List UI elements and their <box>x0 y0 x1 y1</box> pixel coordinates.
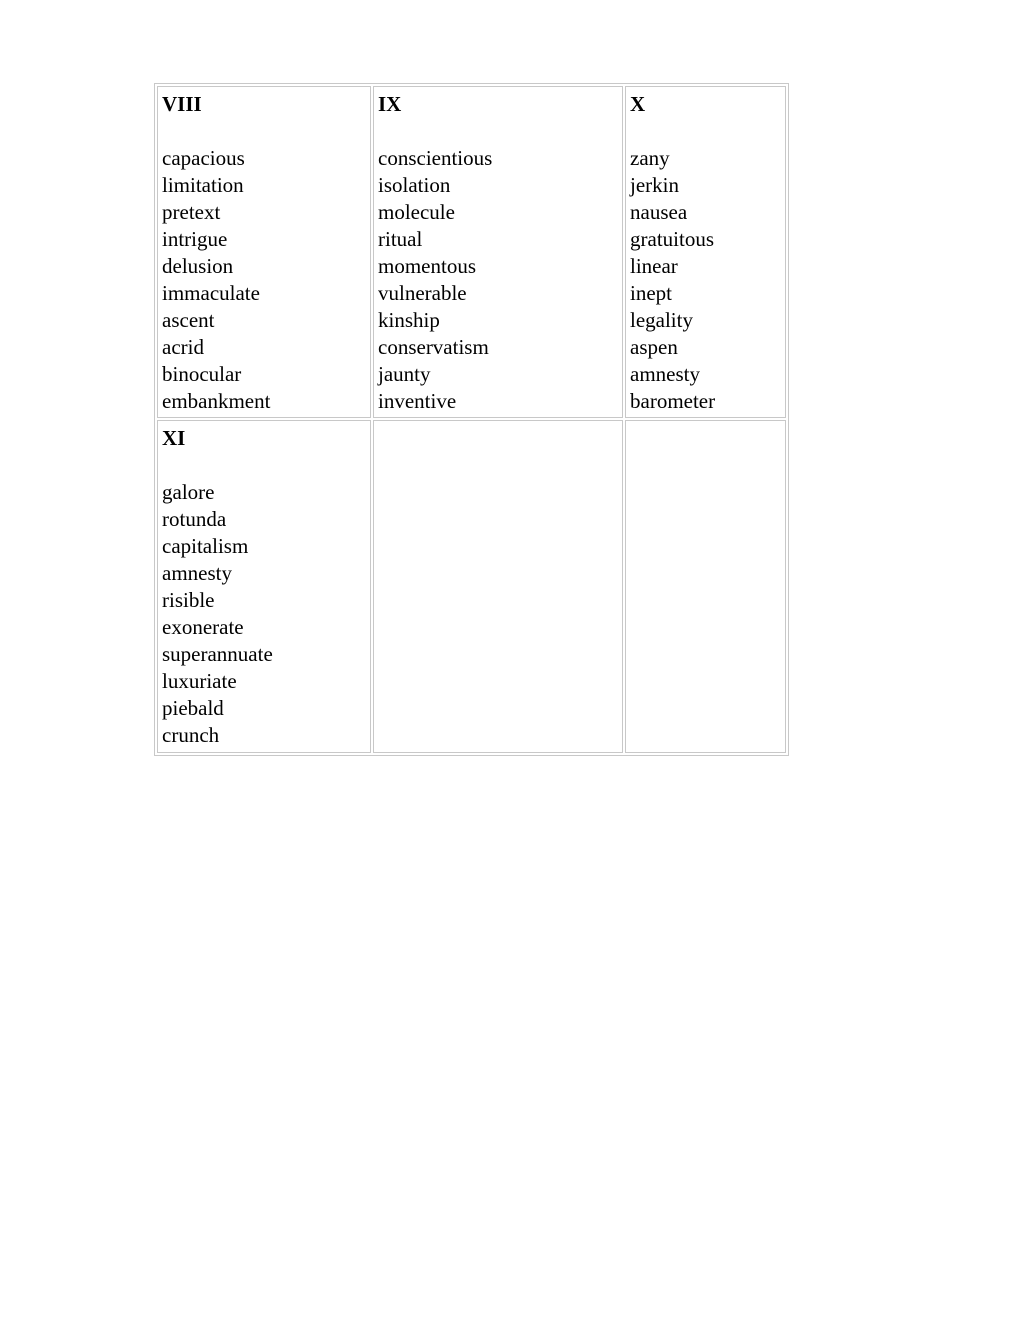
list-item: conservatism <box>378 335 489 359</box>
list-item: jerkin <box>630 173 679 197</box>
table-cell-xi <box>157 420 371 753</box>
list-item: immaculate <box>162 281 260 305</box>
list-item: intrigue <box>162 227 228 251</box>
cell-heading: VIII <box>162 92 202 116</box>
list-item: inventive <box>378 389 457 413</box>
list-item: binocular <box>162 362 242 386</box>
list-item: conscientious <box>378 146 493 170</box>
list-item: capitalism <box>162 534 249 558</box>
list-item: jaunty <box>378 362 431 386</box>
list-item: barometer <box>630 389 716 413</box>
list-item: zany <box>630 146 670 170</box>
cell-heading: XI <box>162 426 186 450</box>
list-item: piebald <box>162 696 224 720</box>
list-item: kinship <box>378 308 440 332</box>
list-item: pretext <box>162 200 221 224</box>
list-item: inept <box>630 281 672 305</box>
table-cell-viii <box>157 86 371 418</box>
word-list <box>630 145 782 415</box>
table-cell-empty <box>373 420 623 753</box>
list-item: linear <box>630 254 678 278</box>
list-item: rotunda <box>162 507 227 531</box>
list-item: superannuate <box>162 642 273 666</box>
table-cell-empty <box>625 420 786 753</box>
list-item: ascent <box>162 308 215 332</box>
cell-heading: X <box>630 92 646 116</box>
list-item: crunch <box>162 723 220 747</box>
list-item: nausea <box>630 200 688 224</box>
list-item: isolation <box>378 173 451 197</box>
list-item: legality <box>630 308 693 332</box>
list-item: molecule <box>378 200 455 224</box>
list-item: aspen <box>630 335 678 359</box>
list-item: momentous <box>378 254 476 278</box>
list-item: risible <box>162 588 215 612</box>
vocabulary-table <box>154 83 789 756</box>
list-item: vulnerable <box>378 281 467 305</box>
table-row <box>157 420 786 753</box>
list-item: gratuitous <box>630 227 714 251</box>
list-item: exonerate <box>162 615 244 639</box>
list-item: limitation <box>162 173 244 197</box>
list-item: galore <box>162 480 215 504</box>
list-item: amnesty <box>630 362 700 386</box>
list-item: capacious <box>162 146 245 170</box>
cell-heading: IX <box>378 92 402 116</box>
list-item: amnesty <box>162 561 232 585</box>
word-list <box>162 145 367 415</box>
list-item: luxuriate <box>162 669 237 693</box>
table-cell-ix <box>373 86 623 418</box>
word-list <box>162 479 367 749</box>
table-row <box>157 86 786 418</box>
word-list <box>378 145 619 415</box>
list-item: ritual <box>378 227 423 251</box>
list-item: delusion <box>162 254 234 278</box>
list-item: embankment <box>162 389 271 413</box>
table-cell-x <box>625 86 786 418</box>
list-item: acrid <box>162 335 204 359</box>
